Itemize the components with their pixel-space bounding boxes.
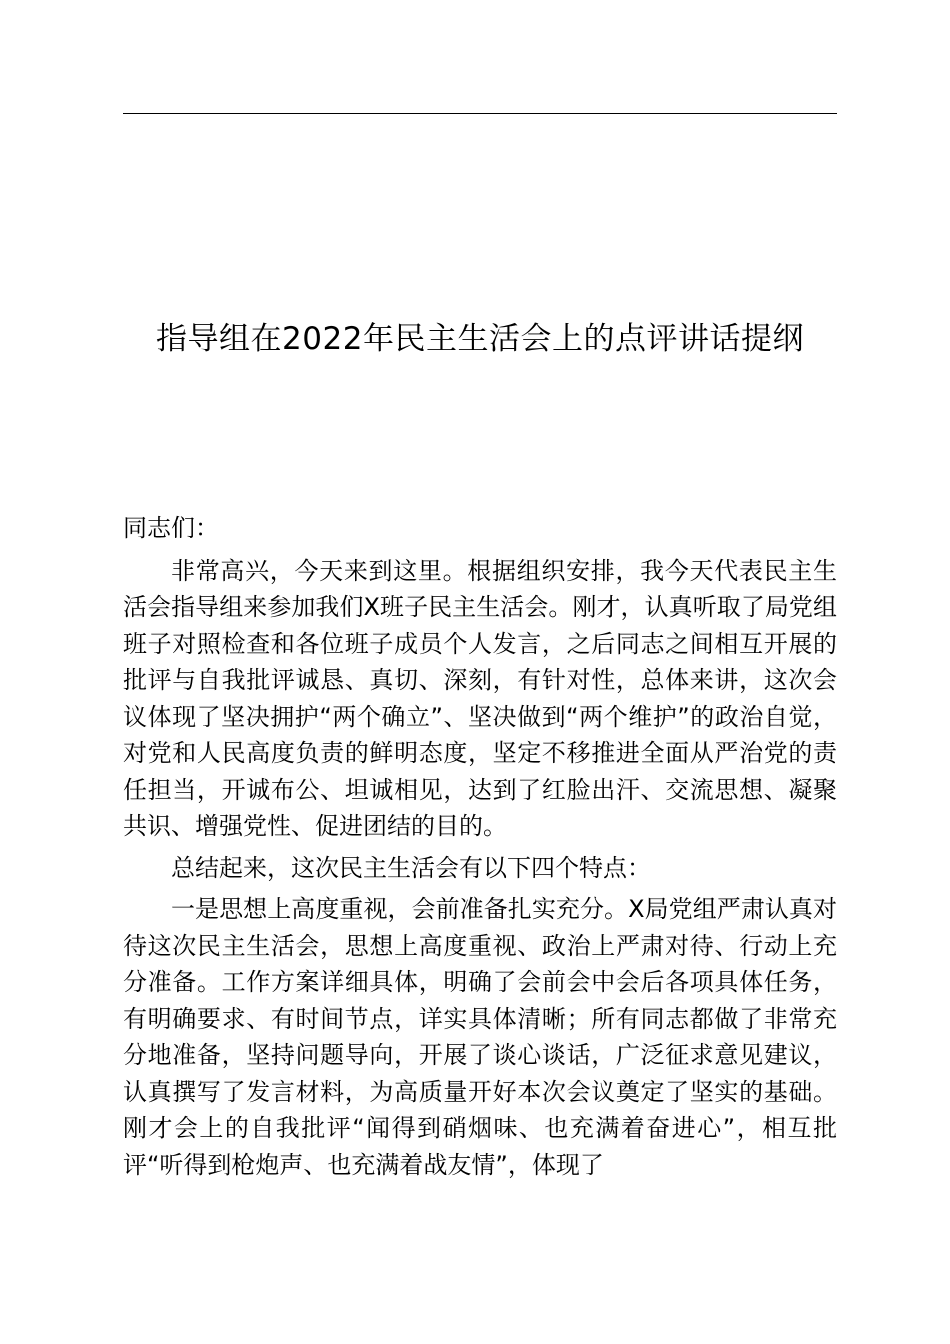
document-title: 指导组在2022年民主生活会上的点评讲话提纲 [156, 321, 804, 357]
salutation: 同志们： [123, 514, 219, 542]
paragraph-intro: 非常高兴，今天来到这里。根据组织安排，我今天代表民主生活会指导组来参加我们X班子民主生活会。刚才，认真听取了局党组班子对照检查和各位班子成员个人发言，之后同志之间相互开展的批评与自我批评诚恳、真切、深刻，有针对性，总体来讲，这次会议体现了坚决拥护“两个确立”、坚决做到“两个维护”的政治自觉，对党和人民高度负责的鲜明态度，坚定不移推进全面从严治党的责任担当，开诚布公、坦诚相见，达到了红脸出汗、交流思想、凝聚共识、增强党性、促进团结的目的。 [123, 556, 837, 840]
paragraph-point-one: 一是思想上高度重视，会前准备扎实充分。X局党组严肃认真对待这次民主生活会，思想上高度重视、政治上严肃对待、行动上充分准备。工作方案详细具体，明确了会前会中会后各项具体任务，有明确要求、有时间节点，详实具体清晰；所有同志都做了非常充分地准备，坚持问题导向，开展了谈心谈话，广泛征求意见建议，认真撰写了发言材料，为高质量开好本次会议奠定了坚实的基础。刚才会上的自我批评“闻得到硝烟味、也充满着奋进心”，相互批评“听得到枪炮声、也充满着战友情”，体现了 [123, 895, 837, 1179]
document-body [123, 510, 837, 1188]
header-rule [123, 113, 837, 114]
paragraph-summary: 总结起来，这次民主生活会有以下四个特点： [171, 853, 651, 882]
